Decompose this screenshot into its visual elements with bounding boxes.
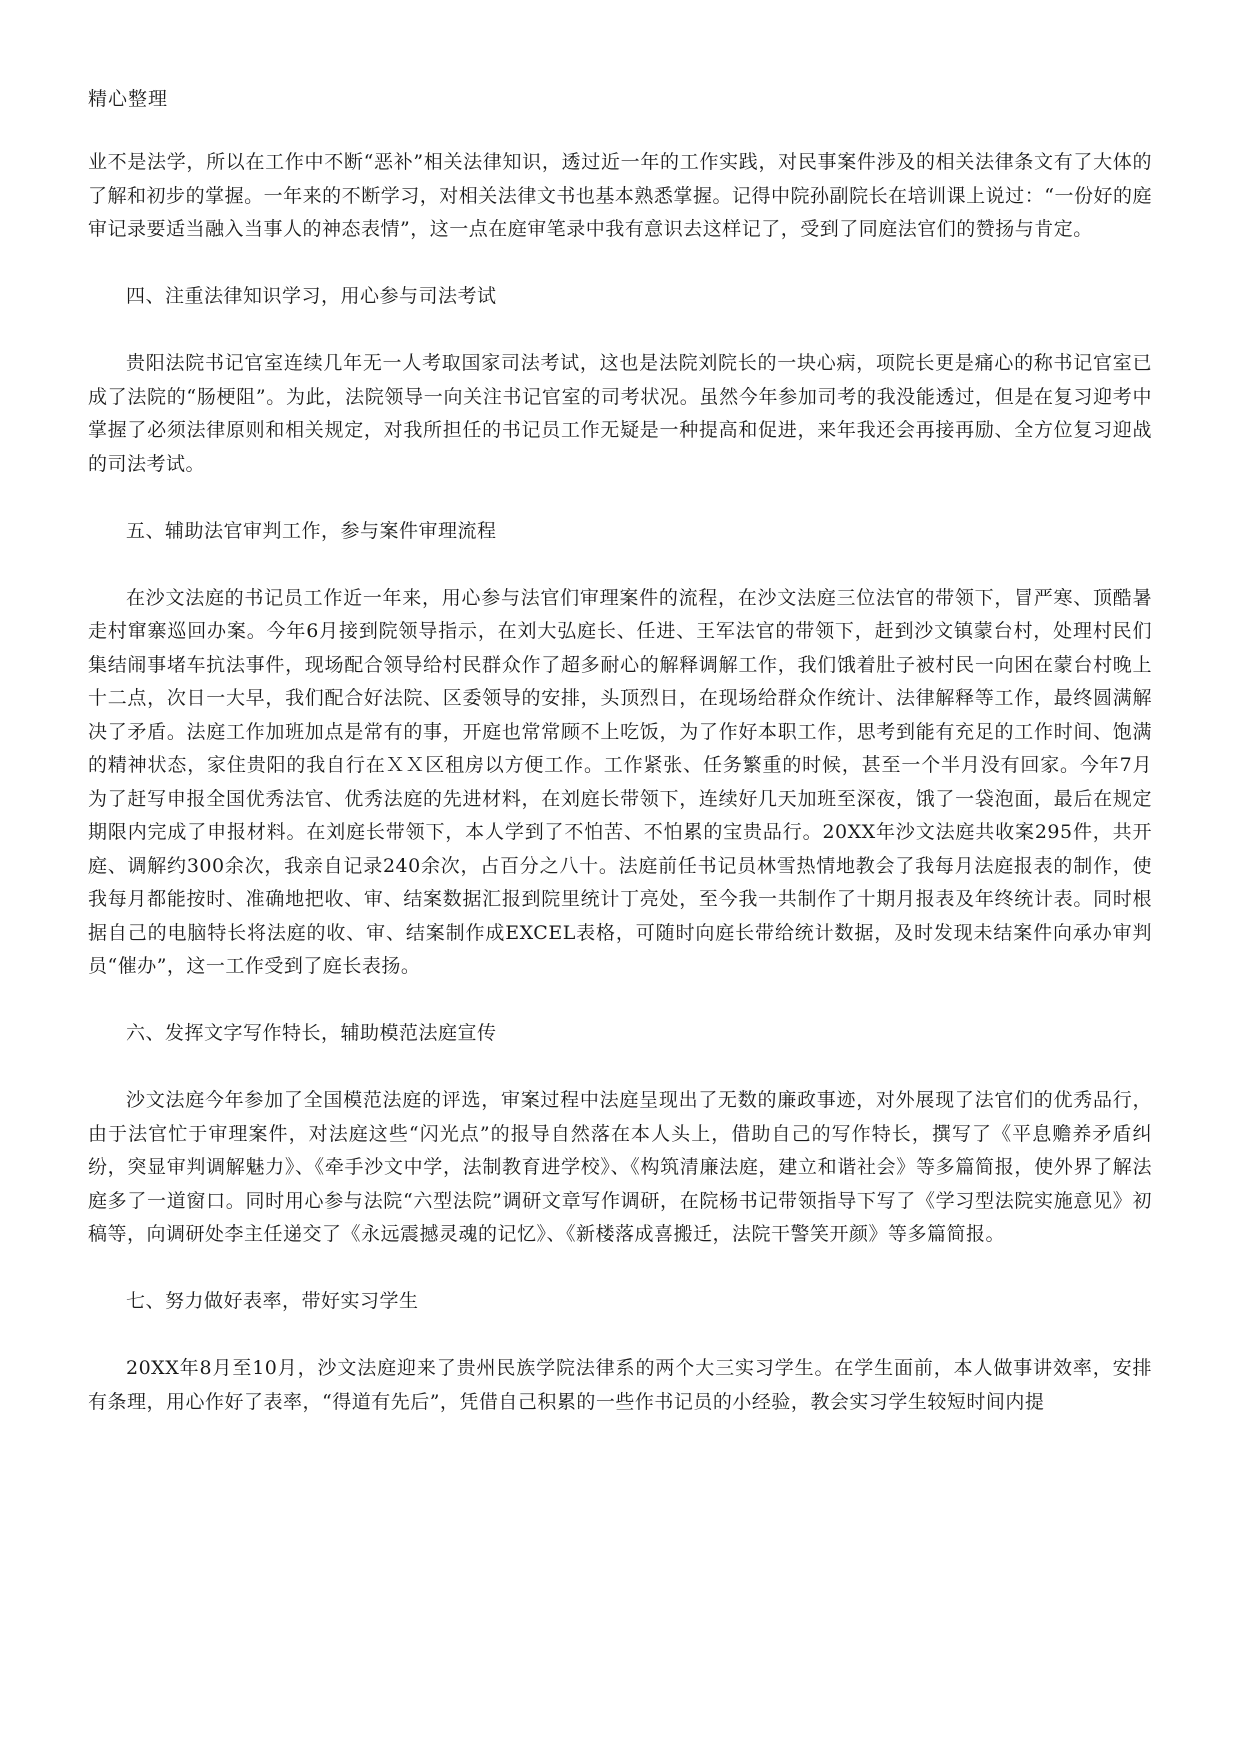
section-heading-4: 四、注重法律知识学习，用心参与司法考试 [126,285,497,307]
section-heading-6: 六、发挥文字写作特长，辅助模范法庭宣传 [126,1022,497,1044]
document-body [88,146,1152,1453]
paragraph-section-4: 贵阳法院书记官室连续几年无一人考取国家司法考试，这也是法院刘院长的一块心病，项院长更是痛心的称书记官室已成了法院的“肠梗阻”。为此，法院领导一向关注书记官室的司考状况。虽然今年参加司考的我没能透过，但是在复习迎考中掌握了必须法律原则和相关规定，对我所担任的书记员工作无疑是一种提高和促进，来年我还会再接再励、全方位复习迎战的司法考试。 [88,352,1152,475]
paragraph-section-7: 20XX年8月至10月，沙文法庭迎来了贵州民族学院法律系的两个大三实习学生。在学生面前，本人做事讲效率，安排有条理，用心作好了表率，“得道有先后”，凭借自己积累的一些作书记员的小经验，教会实习学生较短时间内提 [88,1357,1152,1413]
section-heading-5: 五、辅助法官审判工作，参与案件审理流程 [126,519,497,542]
page-header: 精心整理 [88,88,169,110]
paragraph-section-5: 在沙文法庭的书记员工作近一年来，用心参与法官们审理案件的流程，在沙文法庭三位法官的带领下，冒严寒、顶酷暑走村窜寨巡回办案。今年6月接到院领导指示，在刘大弘庭长、任进、王军法官的带领下，赶到沙文镇蒙台村，处理村民们集结闹事堵车抗法事件，现场配合领导给村民群众作了超多耐心的解释调解工作，我们饿着肚子被村民一向困在蒙台村晚上十二点，次日一大早，我们配合好法院、区委领导的安排，头顶烈日，在现场给群众作统计、法律解释等工作，最终圆满解决了矛盾。法庭工作加班加点是常有的事，开庭也常常顾不上吃饭，为了作好本职工作，思考到能有充足的工作时间、饱满的精神状态，家住贵阳的我自行在ＸＸ区租房以方便工作。工作紧张、任务繁重的时候，甚至一个半月没有回家。今年7月为了赶写申报全国优秀法官、优秀法庭的先进材料，在刘庭长带领下，连续好几天加班至深夜，饿了一袋泡面，最后在规定期限内完成了申报材料。在刘庭长带领下，本人学到了不怕苦、不怕累的宝贵品行。20XX年沙文法庭共收案295件，共开庭、调解约300余次，我亲自记录240余次，占百分之八十。法庭前任书记员林雪热情地教会了我每月法庭报表的制作，使我每月都能按时、准确地把收、审、结案数据汇报到院里统计丁亮处，至今我一共制作了十期月报表及年终统计表。同时根据自己的电脑特长将法庭的收、审、结案制作成EXCEL表格，可随时向庭长带给统计数据，及时发现未结案件向承办审判员“催办”，这一工作受到了庭长表扬。 [88,586,1152,977]
paragraph-intro: 业不是法学，所以在工作中不断“恶补”相关法律知识，透过近一年的工作实践，对民事案件涉及的相关法律条文有了大体的了解和初步的掌握。一年来的不断学习，对相关法律文书也基本熟悉掌握。记得中院孙副院长在培训课上说过：“一份好的庭审记录要适当融入当事人的神态表情”，这一点在庭审笔录中我有意识去这样记了，受到了同庭法官们的赞扬与肯定。 [88,151,1152,240]
paragraph-section-6: 沙文法庭今年参加了全国模范法庭的评选，审案过程中法庭呈现出了无数的廉政事迹，对外展现了法官们的优秀品行，由于法官忙于审理案件，对法庭这些“闪光点”的报导自然落在本人头上，借助自己的写作特长，撰写了《平息赡养矛盾纠纷，突显审判调解魅力》、《牵手沙文中学，法制教育进学校》、《构筑清廉法庭，建立和谐社会》等多篇简报，使外界了解法庭多了一道窗口。同时用心参与法院“六型法院”调研文章写作调研，在院杨书记带领指导下写了《学习型法院实施意见》初稿等，向调研处李主任递交了《永远震撼灵魂的记忆》、《新楼落成喜搬迁，法院干警笑开颜》等多篇简报。 [88,1089,1152,1245]
section-heading-7: 七、努力做好表率，带好实习学生 [126,1290,419,1312]
